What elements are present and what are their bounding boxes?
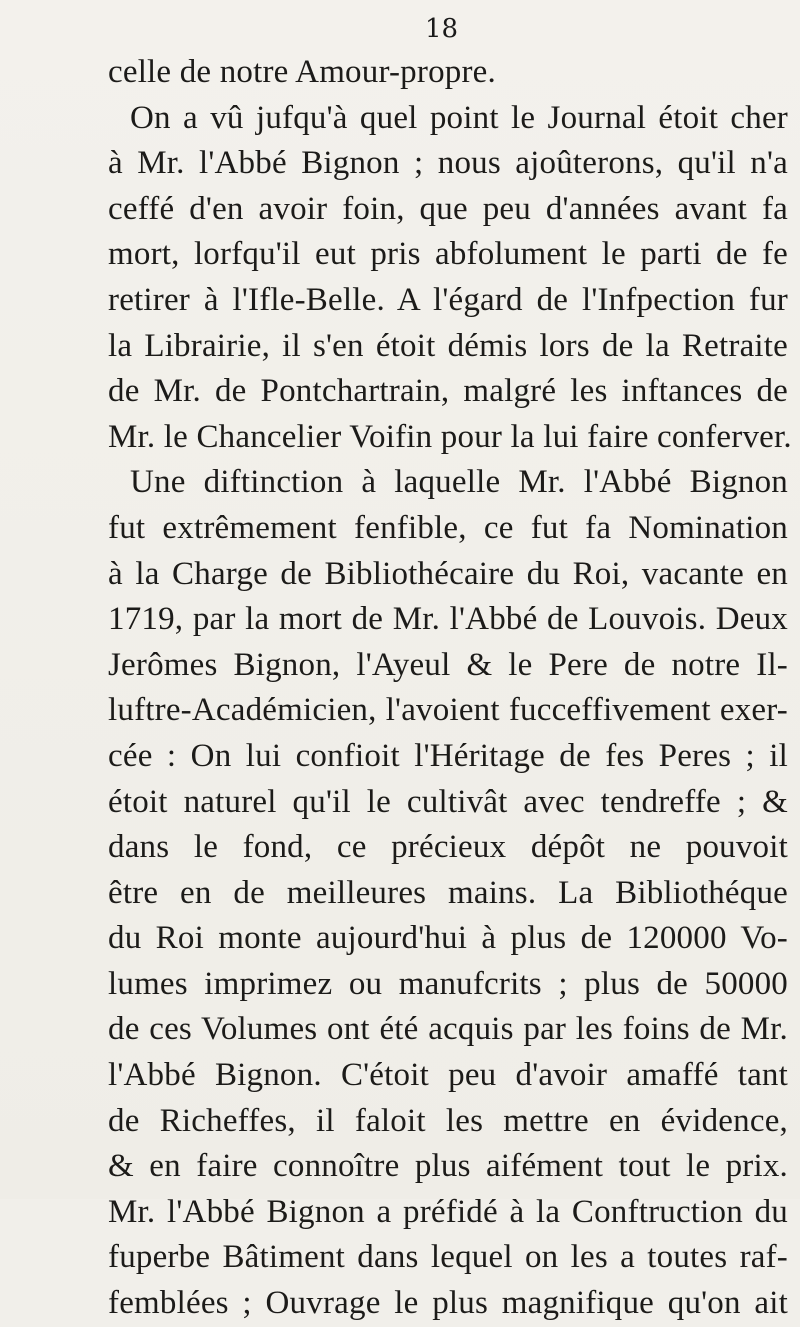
text-line: du Roi monte aujourd'hui à plus de 120000 Vo- [108, 920, 788, 957]
text-line: & en faire connoître plus aifément tout le prix. [108, 1148, 788, 1185]
text-line: la Librairie, il s'en étoit démis lors de la Retraite [108, 327, 788, 364]
text-line: fuperbe Bâtiment dans lequel on les a toutes raf- [108, 1239, 788, 1276]
text-line: à Mr. l'Abbé Bignon ; nous ajoûterons, qu'il n'a [108, 145, 788, 182]
text-line: Mr. l'Abbé Bignon a préfidé à la Conftruction du [108, 1193, 788, 1230]
text-line: lumes imprimez ou manufcrits ; plus de 50000 [108, 965, 788, 1002]
text-line: fut extrêmement fenfible, ce fut fa Nomination [108, 509, 788, 546]
text-line: ceffé d'en avoir foin, que peu d'années avant fa [108, 190, 788, 227]
text-line: Jerômes Bignon, l'Ayeul & le Pere de notre Il- [108, 646, 788, 683]
text-line: étoit naturel qu'il le cultivât avec tendreffe ; & [108, 783, 788, 820]
text-line: cée : On lui confioit l'Héritage de fes Peres ; il [108, 737, 788, 774]
body-text [108, 50, 792, 1327]
text-line: celle de notre Amour-propre. [108, 54, 496, 90]
page-number: 18 [425, 14, 459, 44]
text-line: femblées ; Ouvrage le plus magnifique qu'on ait [108, 1285, 788, 1322]
text-line: à la Charge de Bibliothécaire du Roi, vacante en [108, 555, 788, 592]
text-line: mort, lorfqu'il eut pris abfolument le parti de fe [108, 236, 788, 273]
text-line: être en de meilleures mains. La Bibliothéque [108, 874, 788, 911]
text-line: Une diftinction à laquelle Mr. l'Abbé Bignon [130, 464, 788, 501]
text-line: retirer à l'Ifle-Belle. A l'égard de l'Infpection fur [108, 281, 788, 318]
text-line: luftre-Académicien, l'avoient fucceffivement exer- [108, 692, 788, 729]
text-line: dans le fond, ce précieux dépôt ne pouvoit [108, 829, 788, 866]
text-line: On a vû jufqu'à quel point le Journal étoit cher [130, 99, 788, 136]
text-line: de Richeffes, il faloit les mettre en évidence, [108, 1102, 788, 1139]
text-line: Mr. le Chancelier Voifin pour la lui faire conferver. [108, 418, 792, 455]
text-line: 1719, par la mort de Mr. l'Abbé de Louvois. Deux [108, 601, 788, 638]
text-line: de ces Volumes ont été acquis par les foins de Mr. [108, 1011, 788, 1048]
text-line: l'Abbé Bignon. C'étoit peu d'avoir amaffé tant [108, 1057, 788, 1094]
text-line: de Mr. de Pontchartrain, malgré les inftances de [108, 373, 788, 410]
